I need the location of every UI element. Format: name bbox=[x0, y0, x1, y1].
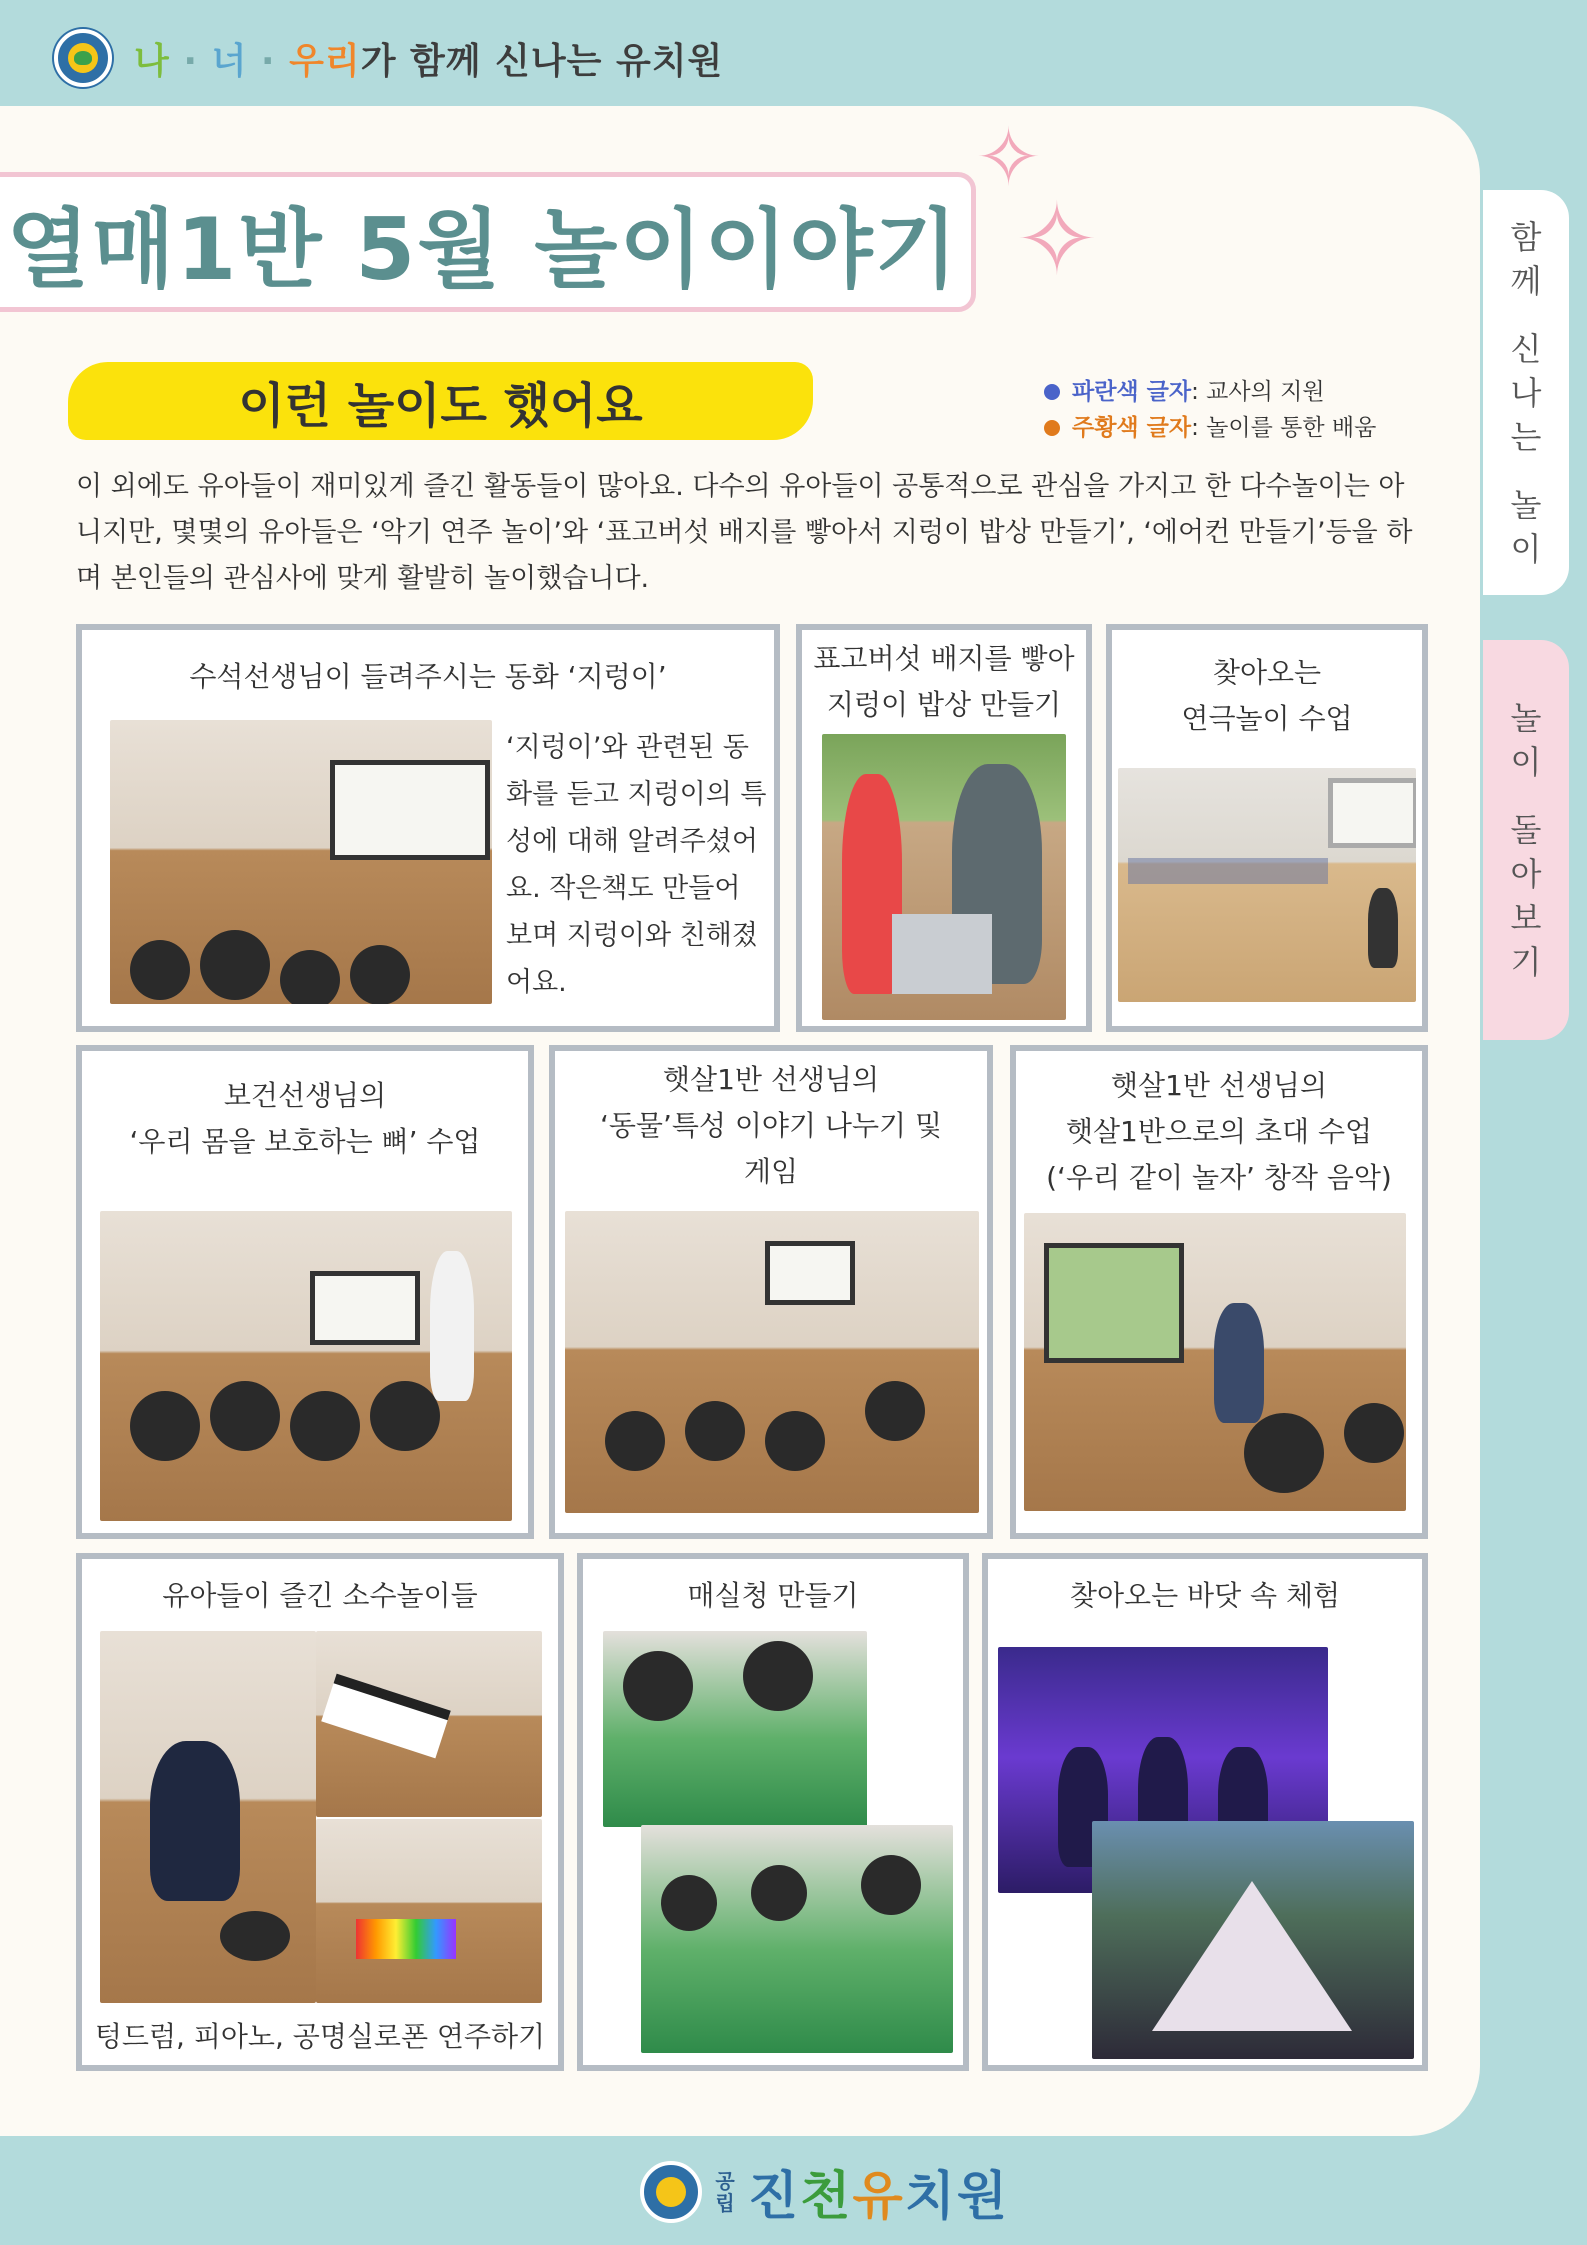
photo-invite-class bbox=[1024, 1213, 1406, 1511]
card-undersea-experience bbox=[982, 1553, 1428, 2071]
motto bbox=[134, 33, 723, 84]
card-title: 수석선생님이 들려주시는 동화 ‘지렁이’ bbox=[189, 660, 667, 693]
card-description: ‘지렁이’와 관련된 동화를 듣고 지렁이의 특성에 대해 알려주셨어요. 작은책도 만들어 보며 지렁이와 친해졌어요. bbox=[506, 732, 767, 998]
side-tab-letter: 나 bbox=[1510, 373, 1542, 412]
card-title: 찾아오는 바닷 속 체험 bbox=[1069, 1579, 1341, 1612]
side-tab-letter: 께 bbox=[1510, 261, 1542, 300]
side-tab-letter: 놀 bbox=[1510, 699, 1542, 737]
section-heading: 이런 놀이도 했어요 bbox=[238, 377, 643, 434]
side-tab-fun-play[interactable] bbox=[1483, 190, 1569, 595]
sparkle-icon: ✧ bbox=[975, 111, 1043, 204]
footer-rip: 립 bbox=[715, 2190, 735, 2215]
legend-orange bbox=[1044, 410, 1376, 446]
photo-theater-class bbox=[1118, 768, 1416, 1002]
photo-xylophone bbox=[316, 1819, 542, 2003]
orange-dot-icon bbox=[1044, 420, 1060, 436]
footer-name-part: 유 bbox=[852, 2167, 905, 2227]
card-animal-class bbox=[549, 1045, 993, 1539]
card-title: 유아들이 즐긴 소수놀이들 bbox=[162, 1579, 478, 1612]
card-title: 매실청 만들기 bbox=[687, 1579, 859, 1612]
footer-name-part: 천 bbox=[800, 2167, 853, 2227]
card-title: 햇살1반 선생님의 ‘동물’특성 이야기 나누기 및 게임 bbox=[599, 1063, 943, 1188]
side-tab-letter: 이 bbox=[1510, 743, 1542, 781]
page-title: 열매1반 5월 놀이이야기 bbox=[6, 200, 960, 300]
side-tab-play-review[interactable] bbox=[1483, 640, 1569, 1040]
photo-undersea-2 bbox=[1092, 1821, 1414, 2059]
footer-gong: 공 bbox=[715, 2168, 735, 2193]
legend-orange-label: 주황색 글자 bbox=[1072, 415, 1192, 441]
motto-rest: 가 함께 신나는 유치원 bbox=[360, 40, 724, 82]
footer-name-part: 진 bbox=[748, 2167, 801, 2227]
photo-piano bbox=[316, 1631, 542, 1817]
footer bbox=[640, 2154, 1009, 2229]
legend-orange-desc: : 놀이를 통한 배움 bbox=[1191, 415, 1377, 441]
card-theater-class bbox=[1106, 624, 1428, 1032]
card-invite-class bbox=[1010, 1045, 1428, 1539]
motto-neo: 너 bbox=[211, 40, 248, 82]
side-tab-letter: 놀 bbox=[1510, 485, 1542, 524]
kindergarten-logo-icon bbox=[640, 2161, 702, 2223]
side-tab-letter: 돌 bbox=[1510, 811, 1542, 849]
side-tab-letter: 기 bbox=[1510, 943, 1542, 981]
card-title: 찾아오는 연극놀이 수업 bbox=[1181, 656, 1353, 735]
legend-blue-label: 파란색 글자 bbox=[1072, 379, 1192, 405]
color-legend bbox=[1044, 374, 1376, 446]
side-tab-letter: 함 bbox=[1510, 217, 1542, 256]
side-tab-letter: 신 bbox=[1510, 329, 1542, 368]
motto-dot: · bbox=[183, 40, 199, 82]
side-tab-letter: 보 bbox=[1510, 899, 1542, 937]
card-title: 보건선생님의 ‘우리 몸을 보호하는 뼈’ 수업 bbox=[129, 1079, 481, 1158]
card-caption: 텅드럼, 피아노, 공명실로폰 연주하기 bbox=[94, 2020, 546, 2053]
legend-blue-desc: : 교사의 지원 bbox=[1191, 379, 1325, 405]
kindergarten-logo-icon bbox=[54, 29, 112, 87]
section-heading-highlight bbox=[68, 362, 813, 440]
footer-public-label bbox=[714, 2170, 736, 2214]
photo-worm-food bbox=[822, 734, 1066, 1020]
photo-bone-class bbox=[100, 1211, 512, 1521]
legend-blue bbox=[1044, 374, 1376, 410]
motto-dot: · bbox=[260, 40, 276, 82]
motto-na: 나 bbox=[134, 40, 170, 82]
sparkle-icon: ✧ bbox=[1015, 181, 1099, 298]
side-tab-letter: 는 bbox=[1510, 417, 1542, 456]
photo-animal-class bbox=[565, 1211, 979, 1513]
card-worm-food bbox=[796, 624, 1092, 1032]
blue-dot-icon bbox=[1044, 384, 1060, 400]
photo-plum-syrup-1 bbox=[603, 1631, 867, 1827]
side-tab-letter: 아 bbox=[1510, 855, 1542, 893]
motto-uri: 우리 bbox=[289, 40, 361, 82]
header bbox=[54, 28, 723, 88]
side-tab-letter: 이 bbox=[1510, 529, 1542, 568]
footer-kindergarten-name bbox=[748, 2154, 1009, 2229]
footer-name-part: 치원 bbox=[904, 2167, 1010, 2227]
card-title: 표고버섯 배지를 빻아 지렁이 밥상 만들기 bbox=[813, 642, 1075, 721]
photo-worm-story bbox=[110, 720, 492, 1004]
title-box bbox=[0, 172, 976, 312]
card-plum-syrup bbox=[577, 1553, 969, 2071]
photo-tongue-drum bbox=[100, 1631, 316, 2003]
intro-paragraph: 이 외에도 유아들이 재미있게 즐긴 활동들이 많아요. 다수의 유아들이 공통적으로 관심을 가지고 한 다수놀이는 아니지만, 몇몇의 유아들은 ‘악기 연주 놀이’와 ‘표고버섯 배지를 빻아서 지렁이 밥상 만들기’, ‘에어컨 만들기’등을 하며 본인들의 관심사에 맞게 활발히 놀이했습니다. bbox=[76, 471, 1413, 594]
card-small-group-play bbox=[76, 1553, 564, 2071]
card-worm-story bbox=[76, 624, 780, 1032]
card-bone-class bbox=[76, 1045, 534, 1539]
photo-plum-syrup-2 bbox=[641, 1825, 953, 2053]
card-title: 햇살1반 선생님의 햇살1반으로의 초대 수업 (‘우리 같이 놀자’ 창작 음악) bbox=[1046, 1069, 1392, 1194]
